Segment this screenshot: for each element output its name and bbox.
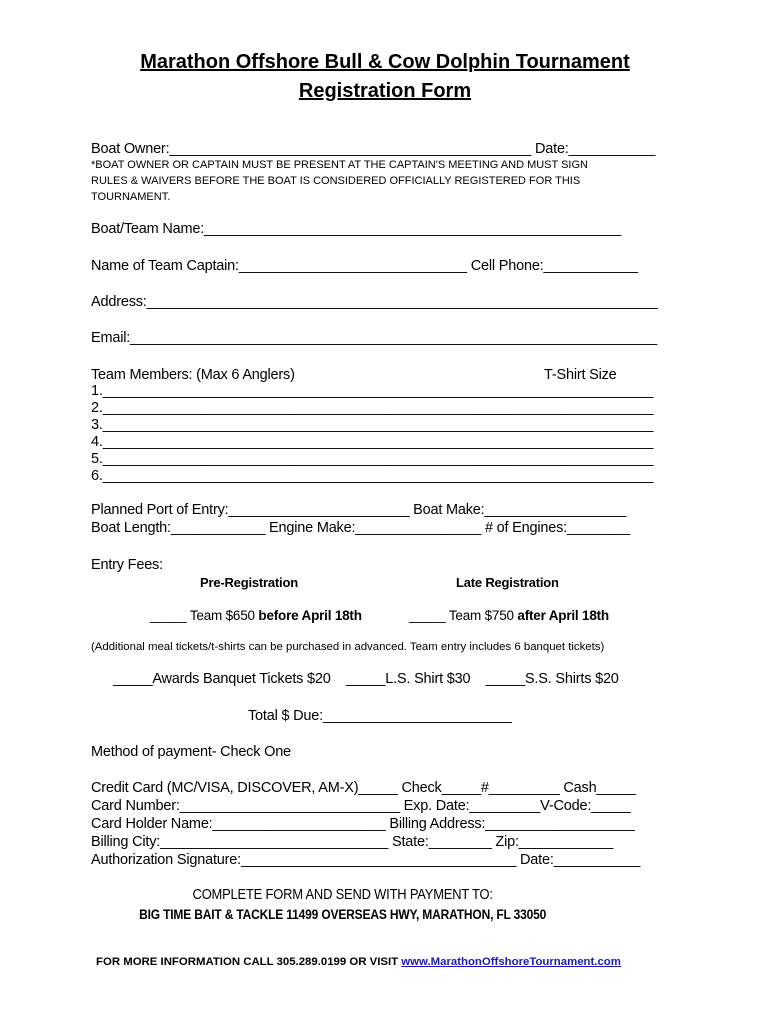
- team-member-row[interactable]: 1.______________________________________________________________________: [91, 383, 654, 399]
- footer-text: FOR MORE INFORMATION CALL 305.289.0199 OR VISIT: [96, 956, 402, 968]
- boat-length-field[interactable]: Boat Length:____________ Engine Make:________________ # of Engines:________: [91, 520, 630, 536]
- team-members-label: Team Members: (Max 6 Anglers): [91, 367, 295, 383]
- footer-info: [96, 955, 621, 970]
- team-member-row[interactable]: 6.______________________________________________________________________: [91, 468, 654, 484]
- authorization-signature-line[interactable]: Authorization Signature:___________________________________ Date:___________: [91, 852, 641, 868]
- team-member-row[interactable]: 3.______________________________________________________________________: [91, 417, 654, 433]
- team-captain-field[interactable]: Name of Team Captain:_____________________________ Cell Phone:____________: [91, 258, 638, 274]
- pre-registration-heading: Pre-Registration: [200, 575, 298, 590]
- late-registration-option[interactable]: [409, 607, 609, 624]
- address-field[interactable]: Address:_________________________________________________________________: [91, 294, 658, 310]
- team-member-row[interactable]: 5.______________________________________________________________________: [91, 451, 654, 467]
- extras-order-line[interactable]: _____Awards Banquet Tickets $20 _____L.S. Shirt $30 _____S.S. Shirts $20: [113, 671, 619, 687]
- team-member-row[interactable]: 2.______________________________________________________________________: [91, 400, 654, 416]
- pre-registration-deadline: before April 18th: [258, 608, 362, 623]
- team-member-row[interactable]: 4.______________________________________________________________________: [91, 434, 654, 450]
- total-due-field[interactable]: Total $ Due:________________________: [248, 708, 512, 724]
- entry-fees-label: Entry Fees:: [91, 557, 163, 573]
- billing-city-line[interactable]: Billing City:_____________________________ State:________ Zip:____________: [91, 834, 614, 850]
- boat-owner-field[interactable]: Boat Owner:______________________________________________ Date:___________: [91, 141, 656, 157]
- form-subtitle: Registration Form: [298, 80, 472, 102]
- pre-registration-price: _____ Team $650: [150, 608, 259, 623]
- boat-team-name-field[interactable]: Boat/Team Name:_____________________________________________________: [91, 221, 621, 237]
- card-holder-line[interactable]: Card Holder Name:______________________ Billing Address:___________________: [91, 816, 635, 832]
- notice-line-2: RULES & WAIVERS BEFORE THE BOAT IS CONSIDERED OFFICIALLY REGISTERED FOR THIS: [91, 175, 581, 187]
- late-registration-heading: Late Registration: [456, 575, 559, 590]
- late-registration-price: _____ Team $750: [409, 608, 518, 623]
- late-registration-deadline: after April 18th: [517, 608, 609, 623]
- send-instructions: COMPLETE FORM AND SEND WITH PAYMENT TO:: [192, 887, 493, 903]
- form-title: Marathon Offshore Bull & Cow Dolphin Tournament: [140, 51, 630, 73]
- card-number-line[interactable]: Card Number:____________________________ Exp. Date:_________V-Code:_____: [91, 798, 631, 814]
- send-address: BIG TIME BAIT & TACKLE 11499 OVERSEAS HWY, MARATHON, FL 33050: [139, 907, 547, 922]
- email-field[interactable]: Email:___________________________________________________________________: [91, 330, 657, 346]
- payment-method-label: Method of payment- Check One: [91, 744, 291, 760]
- notice-line-1: *BOAT OWNER OR CAPTAIN MUST BE PRESENT AT THE CAPTAIN'S MEETING AND MUST SIGN: [91, 159, 588, 171]
- website-link[interactable]: www.MarathonOffshoreTournament.com: [401, 956, 621, 968]
- notice-line-3: TOURNAMENT.: [91, 191, 171, 203]
- pre-registration-option[interactable]: [150, 607, 362, 624]
- tshirt-size-label: T-Shirt Size: [544, 367, 617, 383]
- additional-note: (Additional meal tickets/t-shirts can be purchased in advanced. Team entry includes 6 banquet tickets): [91, 641, 605, 653]
- port-of-entry-field[interactable]: Planned Port of Entry:_______________________ Boat Make:__________________: [91, 502, 627, 518]
- payment-type-line[interactable]: Credit Card (MC/VISA, DISCOVER, AM-X)_____ Check_____#_________ Cash_____: [91, 780, 636, 796]
